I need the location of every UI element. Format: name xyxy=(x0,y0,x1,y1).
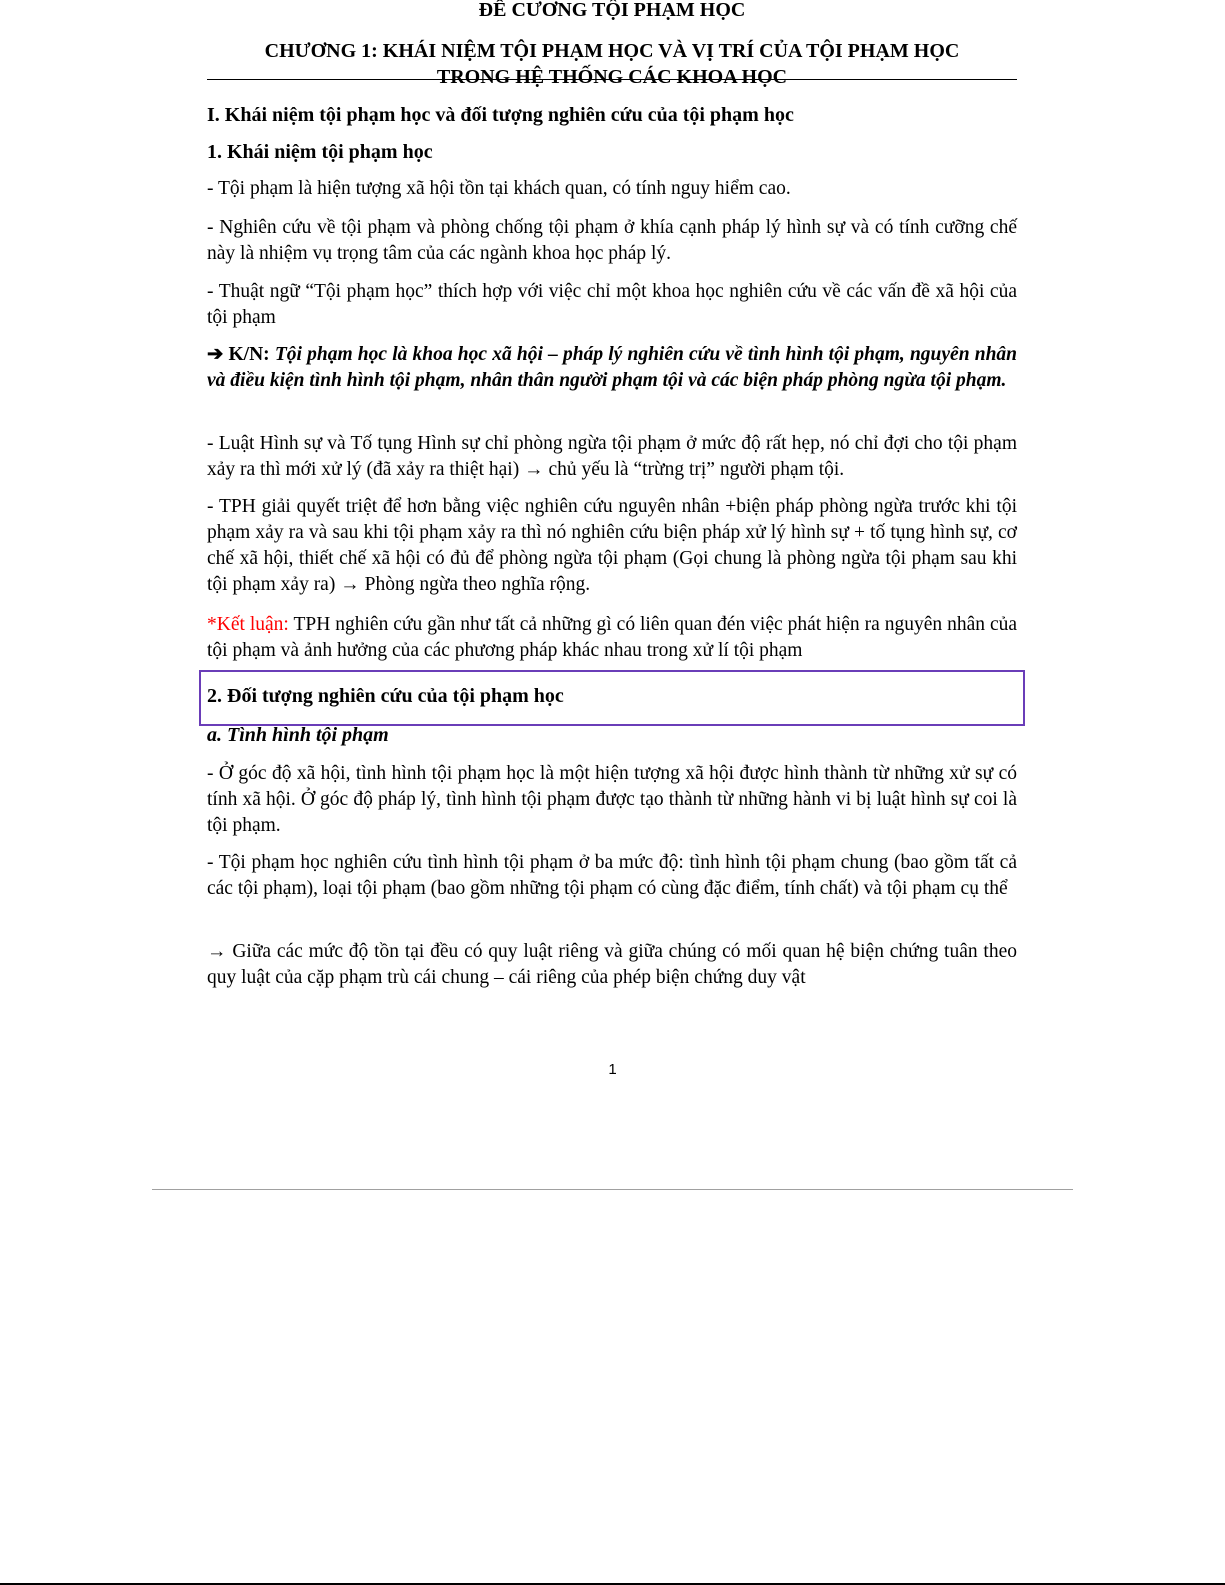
paragraph-9 xyxy=(207,850,1017,902)
paragraph-6-text: - TPH giải quyết triệt để hơn bằng việc nghiên cứu nguyên nhân +biện pháp phòng ngừa trước khi tội phạm xảy ra và sau khi tội phạm xảy ra thì nó nghiên cứu biện pháp xử lý hình sự + tố tụng hình sự, cơ chế xã hội, thiết chế xã hội có đủ để phòng ngừa tội phạm (Gọi chung là phòng ngừa tội phạm sau khi tội phạm xảy ra) xyxy=(207,496,1017,595)
chapter-title-line1: CHƯƠNG 1: KHÁI NIỆM TỘI PHẠM HỌC VÀ VỊ TRÍ CỦA TỘI PHẠM HỌC xyxy=(264,40,960,62)
definition-line xyxy=(207,342,1017,394)
subsection-2-heading[interactable]: 2. Đối tượng nghiên cứu của tội phạm học xyxy=(207,685,564,707)
subsection-1-heading: 1. Khái niệm tội phạm học xyxy=(207,141,433,163)
arrow-icon: → xyxy=(207,941,227,962)
page-separator xyxy=(152,1189,1073,1190)
definition-paragraph xyxy=(207,342,1017,394)
document-title: ĐỀ CƯƠNG TỘI PHẠM HỌC xyxy=(478,0,746,21)
paragraph-5-line xyxy=(207,431,1017,483)
paragraph-10 xyxy=(207,939,1017,991)
conclusion-text: TPH nghiên cứu gần như tất cả những gì có liên quan đén việc phát hiện ra nguyên nhân của tội phạm và ảnh hưởng của các phương pháp khác nhau trong xử lí tội phạm xyxy=(207,614,1018,661)
chapter-title xyxy=(207,38,1017,90)
chapter-title-line2: TRONG HỆ THỐNG CÁC KHOA HỌC xyxy=(436,66,788,88)
conclusion-paragraph xyxy=(207,612,1017,664)
paragraph-8 xyxy=(207,761,1017,839)
definition-text: Tội phạm học là khoa học xã hội – pháp lý nghiên cứu về tình hình tội phạm, nguyên nhân và điều kiện tình hình tội phạm, nhân thân người phạm tội và các biện pháp phòng ngừa tội phạm. xyxy=(207,344,1018,391)
arrow-icon: → xyxy=(340,574,360,595)
paragraph-10-line xyxy=(207,939,1017,991)
paragraph-2-text: - Nghiên cứu về tội phạm và phòng chống tội phạm ở khía cạnh pháp lý hình sự và có tính cưỡng chế này là nhiệm vụ trọng tâm của các ngành khoa học pháp lý. xyxy=(207,217,1017,264)
subsection-2a-heading: a. Tình hình tội phạm xyxy=(207,724,389,746)
section-heading: I. Khái niệm tội phạm học và đối tượng nghiên cứu của tội phạm học xyxy=(207,104,794,126)
paragraph-6-line xyxy=(207,494,1017,598)
conclusion-line xyxy=(207,612,1017,664)
paragraph-2 xyxy=(207,215,1017,267)
paragraph-1-text: - Tội phạm là hiện tượng xã hội tồn tại khách quan, có tính nguy hiểm cao. xyxy=(207,178,791,199)
paragraph-6-tail: Phòng ngừa theo nghĩa rộng. xyxy=(364,574,591,595)
paragraph-5-tail: chủ yếu là “trừng trị” người phạm tội. xyxy=(548,459,845,480)
conclusion-label: *Kết luận: xyxy=(207,614,289,635)
chapter-underline xyxy=(207,79,1017,80)
definition-label: K/N: xyxy=(228,344,270,365)
paragraph-3 xyxy=(207,279,1017,331)
arrow-icon: → xyxy=(524,459,544,480)
arrow-icon: ➔ xyxy=(207,344,224,365)
paragraph-5 xyxy=(207,431,1017,483)
paragraph-5-text: - Luật Hình sự và Tố tụng Hình sự chỉ phòng ngừa tội phạm ở mức độ rất hẹp, nó chỉ đợi cho tội phạm xảy ra thì mới xử lý (đã xảy ra thiệt hại) xyxy=(207,433,1017,480)
paragraph-6 xyxy=(207,494,1017,598)
paragraph-8-text: - Ở góc độ xã hội, tình hình tội phạm học là một hiện tượng xã hội được hình thành từ những xử sự có tính xã hội. Ở góc độ pháp lý, tình hình tội phạm được tạo thành từ những hành vi bị luật hình sự coi là tội phạm. xyxy=(207,763,1017,836)
paragraph-10-text: Giữa các mức độ tồn tại đều có quy luật riêng và giữa chúng có mối quan hệ biện chứng tuân theo quy luật của cặp phạm trù cái chung – cái riêng của phép biện chứng duy vật xyxy=(207,941,1017,988)
paragraph-3-text: - Thuật ngữ “Tội phạm học” thích hợp với việc chỉ một khoa học nghiên cứu về các vấn đề xã hội của tội phạm xyxy=(207,281,1017,328)
page-number: 1 xyxy=(608,1061,617,1078)
paragraph-9-text: - Tội phạm học nghiên cứu tình hình tội phạm ở ba mức độ: tình hình tội phạm chung (bao gồm tất cả các tội phạm), loại tội phạm (bao gồm những tội phạm có cùng đặc điểm, tính chất) và tội phạm cụ thể xyxy=(207,852,1017,899)
paragraph-1 xyxy=(207,176,1017,202)
